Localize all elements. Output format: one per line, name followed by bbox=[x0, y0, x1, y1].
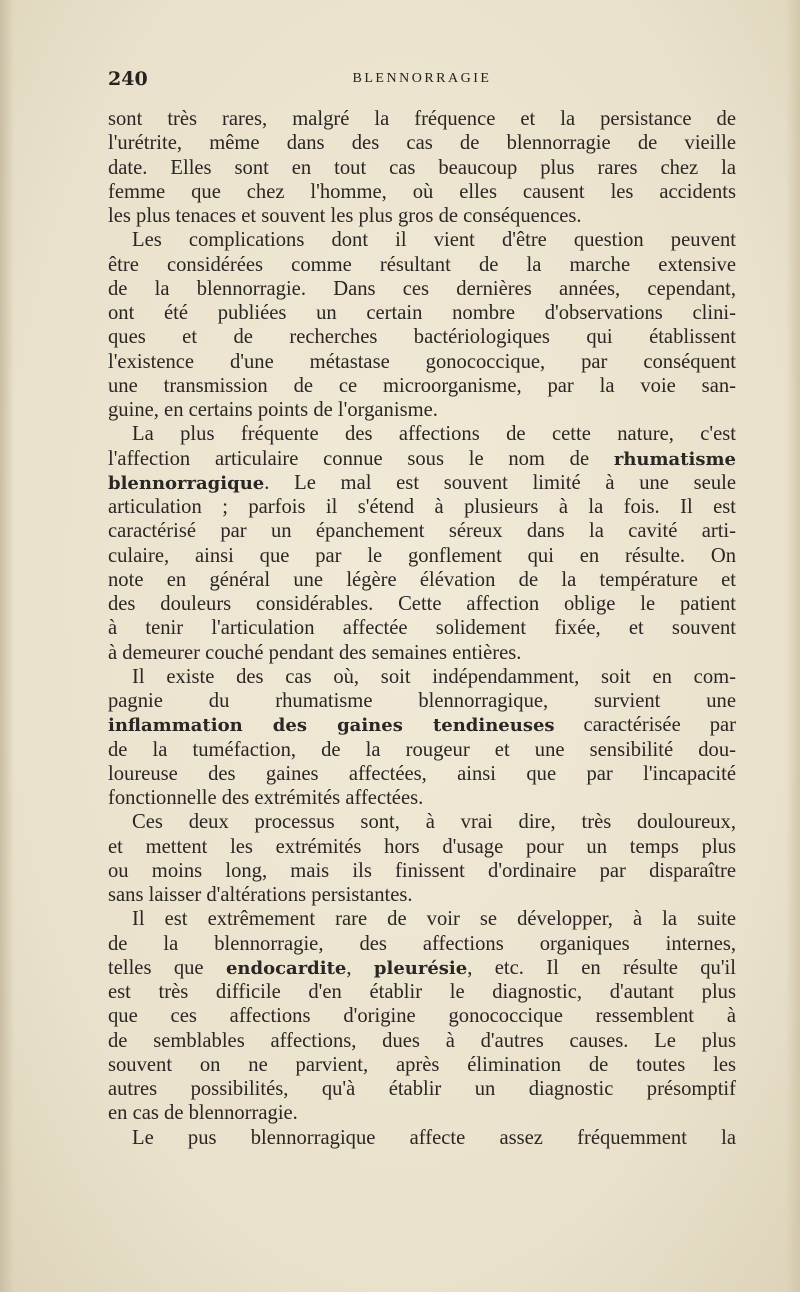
text-line bbox=[108, 422, 736, 446]
text-segment: à demeurer couché pendant des semaines entières. bbox=[108, 641, 522, 664]
text-segment: telles que bbox=[108, 956, 226, 979]
page-shadow-left bbox=[0, 0, 14, 1292]
text-line bbox=[108, 810, 736, 834]
text-segment: est très difficile d'en établir le diagnostic, d'autant plus bbox=[108, 981, 736, 1003]
page-header bbox=[108, 68, 736, 92]
text-line bbox=[108, 107, 736, 131]
text-line bbox=[108, 519, 736, 543]
text-segment: être considérées comme résultant de la marche extensive bbox=[108, 253, 736, 276]
paragraph bbox=[108, 1126, 736, 1150]
text-segment: des douleurs considérables. Cette affection oblige le patient bbox=[108, 593, 736, 615]
text-segment: Le pus blennorragique affecte assez fréquemment la bbox=[132, 1126, 736, 1149]
text-line bbox=[108, 180, 736, 204]
paragraph bbox=[108, 107, 736, 228]
text-segment: de la tuméfaction, de la rougeur et une sensibilité dou- bbox=[108, 738, 736, 761]
bold-term: inflammation des gaines tendineuses bbox=[108, 715, 555, 737]
text-segment: Il existe des cas où, soit indépendamment, soit en com- bbox=[132, 665, 736, 688]
text-line bbox=[108, 1077, 736, 1101]
text-line bbox=[108, 883, 736, 907]
text-segment: femme que chez l'homme, où elles causent les accidents bbox=[108, 180, 736, 203]
text-line bbox=[108, 1004, 736, 1028]
paragraph bbox=[108, 907, 736, 1125]
text-segment: de la blennorragie, des affections organiques internes, bbox=[108, 932, 736, 955]
text-segment: , bbox=[346, 956, 374, 979]
text-segment: à tenir l'articulation affectée solidement fixée, et souvent bbox=[108, 617, 736, 640]
text-line bbox=[108, 1126, 736, 1150]
text-segment: souvent on ne parvient, après élimination de toutes les bbox=[108, 1053, 736, 1076]
text-segment: guine, en certains points de l'organisme. bbox=[108, 399, 438, 421]
text-line bbox=[108, 907, 736, 931]
text-segment: date. Elles sont en tout cas beaucoup plus rares chez la bbox=[108, 156, 736, 179]
bold-term: endocardite bbox=[225, 957, 347, 979]
text-line bbox=[108, 228, 736, 252]
text-line bbox=[108, 1101, 736, 1125]
text-line bbox=[108, 616, 736, 640]
text-line bbox=[108, 447, 736, 471]
text-segment: pagnie du rhumatisme blennorragique, survient une bbox=[108, 690, 736, 712]
text-segment: l'urétrite, même dans des cas de blennorragie de vieille bbox=[108, 132, 736, 155]
text-line bbox=[108, 689, 736, 713]
text-line bbox=[108, 131, 736, 155]
text-line bbox=[108, 835, 736, 859]
text-segment: culaire, ainsi que par le gonflement qui en résulte. On bbox=[108, 544, 736, 567]
text-segment: l'affection articulaire connue sous le nom de bbox=[108, 447, 614, 470]
text-line bbox=[108, 277, 736, 301]
text-line bbox=[108, 956, 736, 980]
text-segment: ont été publiées un certain nombre d'observations clini- bbox=[108, 302, 736, 324]
text-line bbox=[108, 932, 736, 956]
text-line bbox=[108, 592, 736, 616]
text-segment: Ces deux processus sont, à vrai dire, très douloureux, bbox=[132, 811, 736, 834]
text-line bbox=[108, 253, 736, 277]
text-line bbox=[108, 544, 736, 568]
text-segment: articulation ; parfois il s'étend à plusieurs à la fois. Il est bbox=[108, 496, 736, 518]
text-segment: de semblables affections, dues à d'autres causes. Le plus bbox=[108, 1029, 736, 1052]
text-line bbox=[108, 398, 736, 422]
text-line bbox=[108, 665, 736, 689]
text-line bbox=[108, 325, 736, 349]
text-segment: La plus fréquente des affections de cette nature, c'est bbox=[132, 423, 736, 446]
text-segment: ou moins long, mais ils finissent d'ordinaire par disparaître bbox=[108, 859, 736, 882]
text-line bbox=[108, 350, 736, 374]
text-segment: caractérisée par bbox=[554, 714, 736, 737]
text-line bbox=[108, 471, 736, 495]
text-segment: . Le mal est souvent limité à une seule bbox=[264, 471, 736, 494]
text-segment: de la blennorragie. Dans ces dernières années, cependant, bbox=[108, 277, 736, 300]
bold-term: pleurésie bbox=[373, 957, 468, 979]
running-head: BLENNORRAGIE bbox=[352, 71, 492, 86]
text-line bbox=[108, 204, 736, 228]
page-number: 240 bbox=[108, 68, 148, 90]
text-segment: caractérisé par un épanchement séreux dans la cavité arti- bbox=[108, 520, 736, 543]
text-segment: ques et de recherches bactériologiques qui établissent bbox=[108, 326, 736, 349]
text-segment: note en général une légère élévation de la température et bbox=[108, 568, 736, 591]
text-line bbox=[108, 738, 736, 762]
text-line bbox=[108, 156, 736, 180]
text-line bbox=[108, 786, 736, 810]
text-segment: les plus tenaces et souvent les plus gros de conséquences. bbox=[108, 205, 582, 227]
body-text bbox=[108, 107, 736, 1150]
text-line bbox=[108, 1029, 736, 1053]
text-line bbox=[108, 568, 736, 592]
text-segment: Les complications dont il vient d'être question peuvent bbox=[132, 229, 736, 252]
text-segment: , etc. Il en résulte qu'il bbox=[467, 956, 737, 979]
text-segment: l'existence d'une métastase gonococcique, par conséquent bbox=[108, 350, 736, 373]
text-line bbox=[108, 762, 736, 786]
text-segment: une transmission de ce microorganisme, par la voie san- bbox=[108, 374, 736, 397]
bold-term: blennorragique bbox=[108, 472, 265, 494]
paragraph bbox=[108, 665, 736, 811]
text-line bbox=[108, 859, 736, 883]
text-segment: sont très rares, malgré la fréquence et la persistance de bbox=[108, 108, 736, 130]
paragraph bbox=[108, 810, 736, 907]
page-shadow-right bbox=[786, 0, 800, 1292]
text-line bbox=[108, 641, 736, 665]
text-segment: que ces affections d'origine gonococcique ressemblent à bbox=[108, 1005, 736, 1028]
text-segment: en cas de blennorragie. bbox=[108, 1102, 298, 1125]
text-line bbox=[108, 495, 736, 519]
text-line bbox=[108, 713, 736, 737]
text-segment: autres possibilités, qu'à établir un diagnostic présomptif bbox=[108, 1078, 736, 1100]
bold-term: rhumatisme bbox=[613, 448, 736, 470]
text-segment: Il est extrêmement rare de voir se développer, à la suite bbox=[132, 908, 736, 931]
text-line bbox=[108, 374, 736, 398]
text-line bbox=[108, 301, 736, 325]
text-line bbox=[108, 980, 736, 1004]
paragraph bbox=[108, 228, 736, 422]
text-line bbox=[108, 1053, 736, 1077]
text-segment: sans laisser d'altérations persistantes. bbox=[108, 884, 413, 906]
text-segment: et mettent les extrémités hors d'usage pour un temps plus bbox=[108, 835, 736, 858]
paragraph bbox=[108, 422, 736, 665]
text-segment: loureuse des gaines affectées, ainsi que par l'incapacité bbox=[108, 762, 736, 785]
text-segment: fonctionnelle des extrémités affectées. bbox=[108, 787, 424, 809]
